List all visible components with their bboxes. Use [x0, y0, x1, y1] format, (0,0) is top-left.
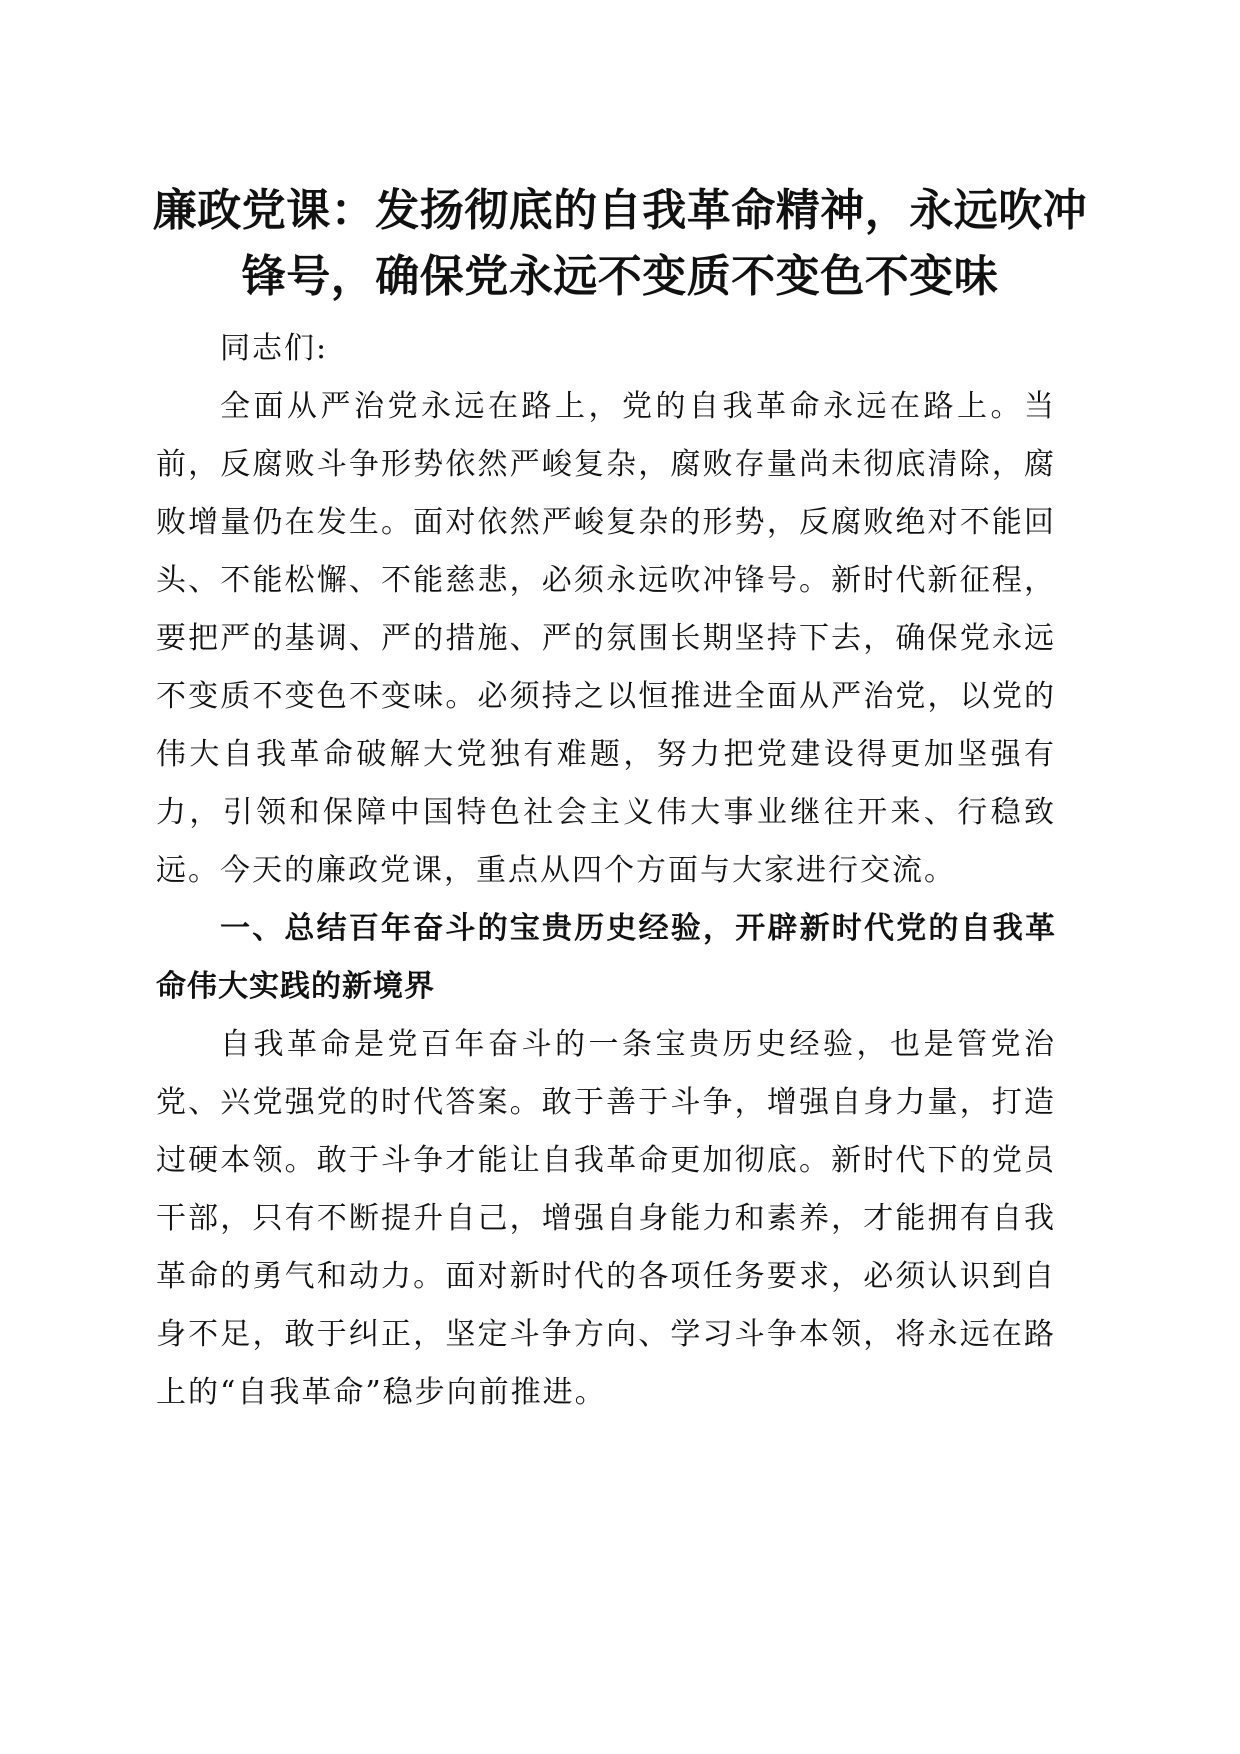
- document-title: 廉政党课：发扬彻底的自我革命精神，永远吹冲锋号，确保党永远不变质不变色不变味: [152, 185, 1088, 302]
- greeting: 同志们:: [220, 331, 329, 366]
- paragraph-intro: 全面从严治党永远在路上，党的自我革命永远在路上。当前，反腐败斗争形势依然严峻复杂，腐败存量尚未彻底清除，腐败增量仍在发生。面对依然严峻复杂的形势，反腐败绝对不能回头、不能松懈、不能慈悲，必须永远吹冲锋号。新时代新征程，要把严的基调、严的措施、严的氛围长期坚持下去，确保党永远不变质不变色不变味。必须持之以恒推进全面从严治党，以党的伟大自我革命破解大党独有难题，努力把党建设得更加坚强有力，引领和保障中国特色社会主义伟大事业继往开来、行稳致远。今天的廉政党课，重点从四个方面与大家进行交流。: [156, 389, 1056, 888]
- paragraph-section-1: 自我革命是党百年奋斗的一条宝贵历史经验，也是管党治党、兴党强党的时代答案。敢于善于斗争，增强自身力量，打造过硬本领。敢于斗争才能让自我革命更加彻底。新时代下的党员干部，只有不断提升自己，增强自身能力和素养，才能拥有自我革命的勇气和动力。面对新时代的各项任务要求，必须认识到自身不足，敢于纠正，坚定斗争方向、学习斗争本领，将永远在路上的“自我革命”稳步向前推进。: [156, 1027, 1056, 1410]
- document-body: [156, 320, 1056, 1422]
- section-heading-1: 一、总结百年奋斗的宝贵历史经验，开辟新时代党的自我革命伟大实践的新境界: [156, 911, 1056, 1004]
